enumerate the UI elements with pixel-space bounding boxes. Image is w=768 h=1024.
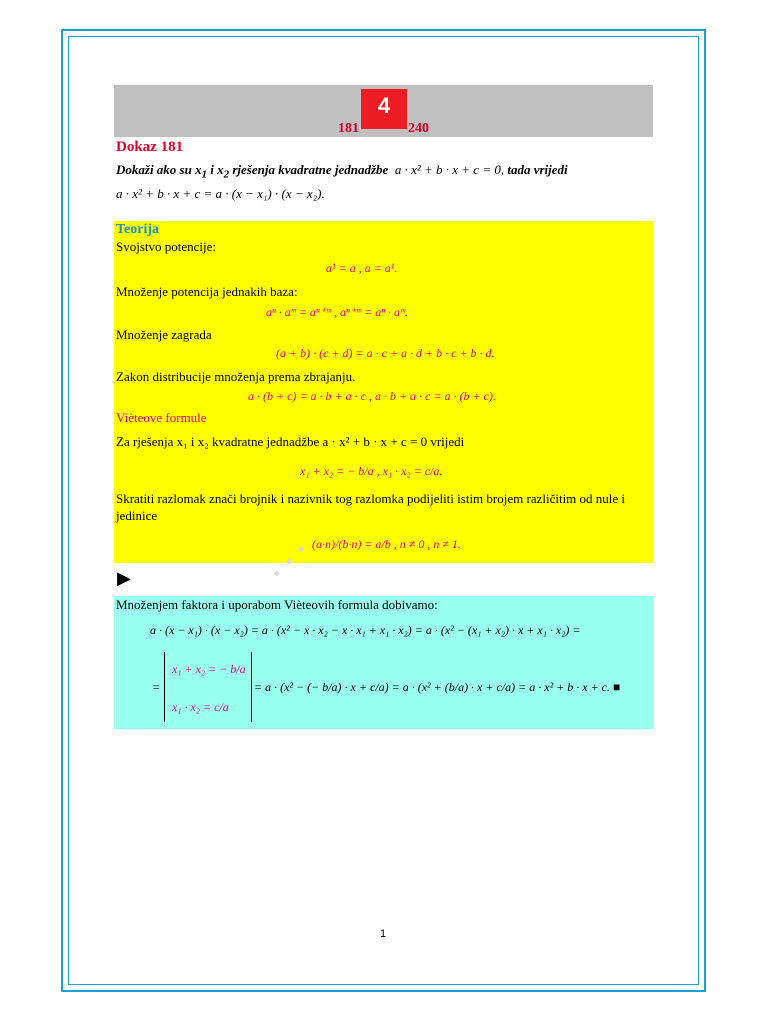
bracket-sum: x₁ + x₂ = − b/a [172,662,246,676]
brackets-label: Množenje zagrada [116,327,212,342]
solution-line1: a · (x − x₁) · (x − x₂) = a · (x² − x · x₂ − x · x₁ + x₁ · x₂) = a · (x² − (x₁ + x₂) · x + x₁ · x₂) = [150,623,581,637]
mult-label: Množenje potencija jednakih baza: [116,284,298,299]
viete-label: Vièteove formule [116,410,207,425]
distrib-label: Zakon distribucije množenja prema zbrajanju. [116,369,356,384]
solution-box [114,596,653,729]
distrib-formula: a · (b + c) = a · b + a · c , a · b + a · c = a · (b + c). [248,389,496,403]
solution-intro: Množenjem faktora i uporabom Vièteovih formula dobivamo: [116,597,438,612]
viete-text: Za rješenja x₁ i x₂ kvadratne jednadžbe a · x² + b · x + c = 0 vrijedi [116,434,465,449]
bracket-equals: = [152,680,161,694]
theory-box [114,221,653,563]
watermark: · · · [263,534,316,587]
theory-heading: Teorija [116,222,160,237]
reduce-text-line1: Skratiti razlomak znači brojnik i nazivnik tog razlomka podijeliti istim brojem različitim od nule i [116,491,626,506]
range-end: 240 [408,121,429,136]
proof-claim: a · x² + b · x + c = a · (x − x₁) · (x − x₂). [116,186,325,201]
mult-formula: aⁿ · aᵐ = aⁿ⁺ᵐ , aⁿ⁺ᵐ = aⁿ · aᵐ. [266,305,408,319]
solution-line2: = a · (x² − (− b/a) · x + c/a) = a · (x² + (b/a) · x + c/a) = a · x² + b · x + c. ■ [254,680,621,694]
page-number: 1 [380,928,387,940]
task-equation: a · x² + b · x + c = 0, [394,162,505,177]
range-start: 181 [338,121,359,136]
chapter-badge: 4 [361,89,407,129]
proof-task: Dokaži ako su $x_1$ i $x_2$ rješenja kvadratne jednadžbe a · x² + b · x + c = 0, tada vrijedi [116,162,568,181]
brackets-formula: (a + b) · (c + d) = a · c + a · d + b · c + b · d. [276,346,495,360]
reduce-text-line2: jedinice [116,508,158,523]
power-label: Svojstvo potencije: [116,239,217,254]
power-formula: a¹ = a , a = a¹. [326,261,398,275]
viete-formula: x₁ + x₂ = − b/a , x₁ · x₂ = c/a. [300,464,443,478]
proof-title: Dokaz 181 [116,139,184,155]
bracket-product: x₁ · x₂ = c/a [172,700,229,714]
solution-arrow-icon: ▶ [117,568,131,589]
reduce-formula: (a·n)/(b·n) = a/b , n ≠ 0 , n ≠ 1. [312,537,461,551]
